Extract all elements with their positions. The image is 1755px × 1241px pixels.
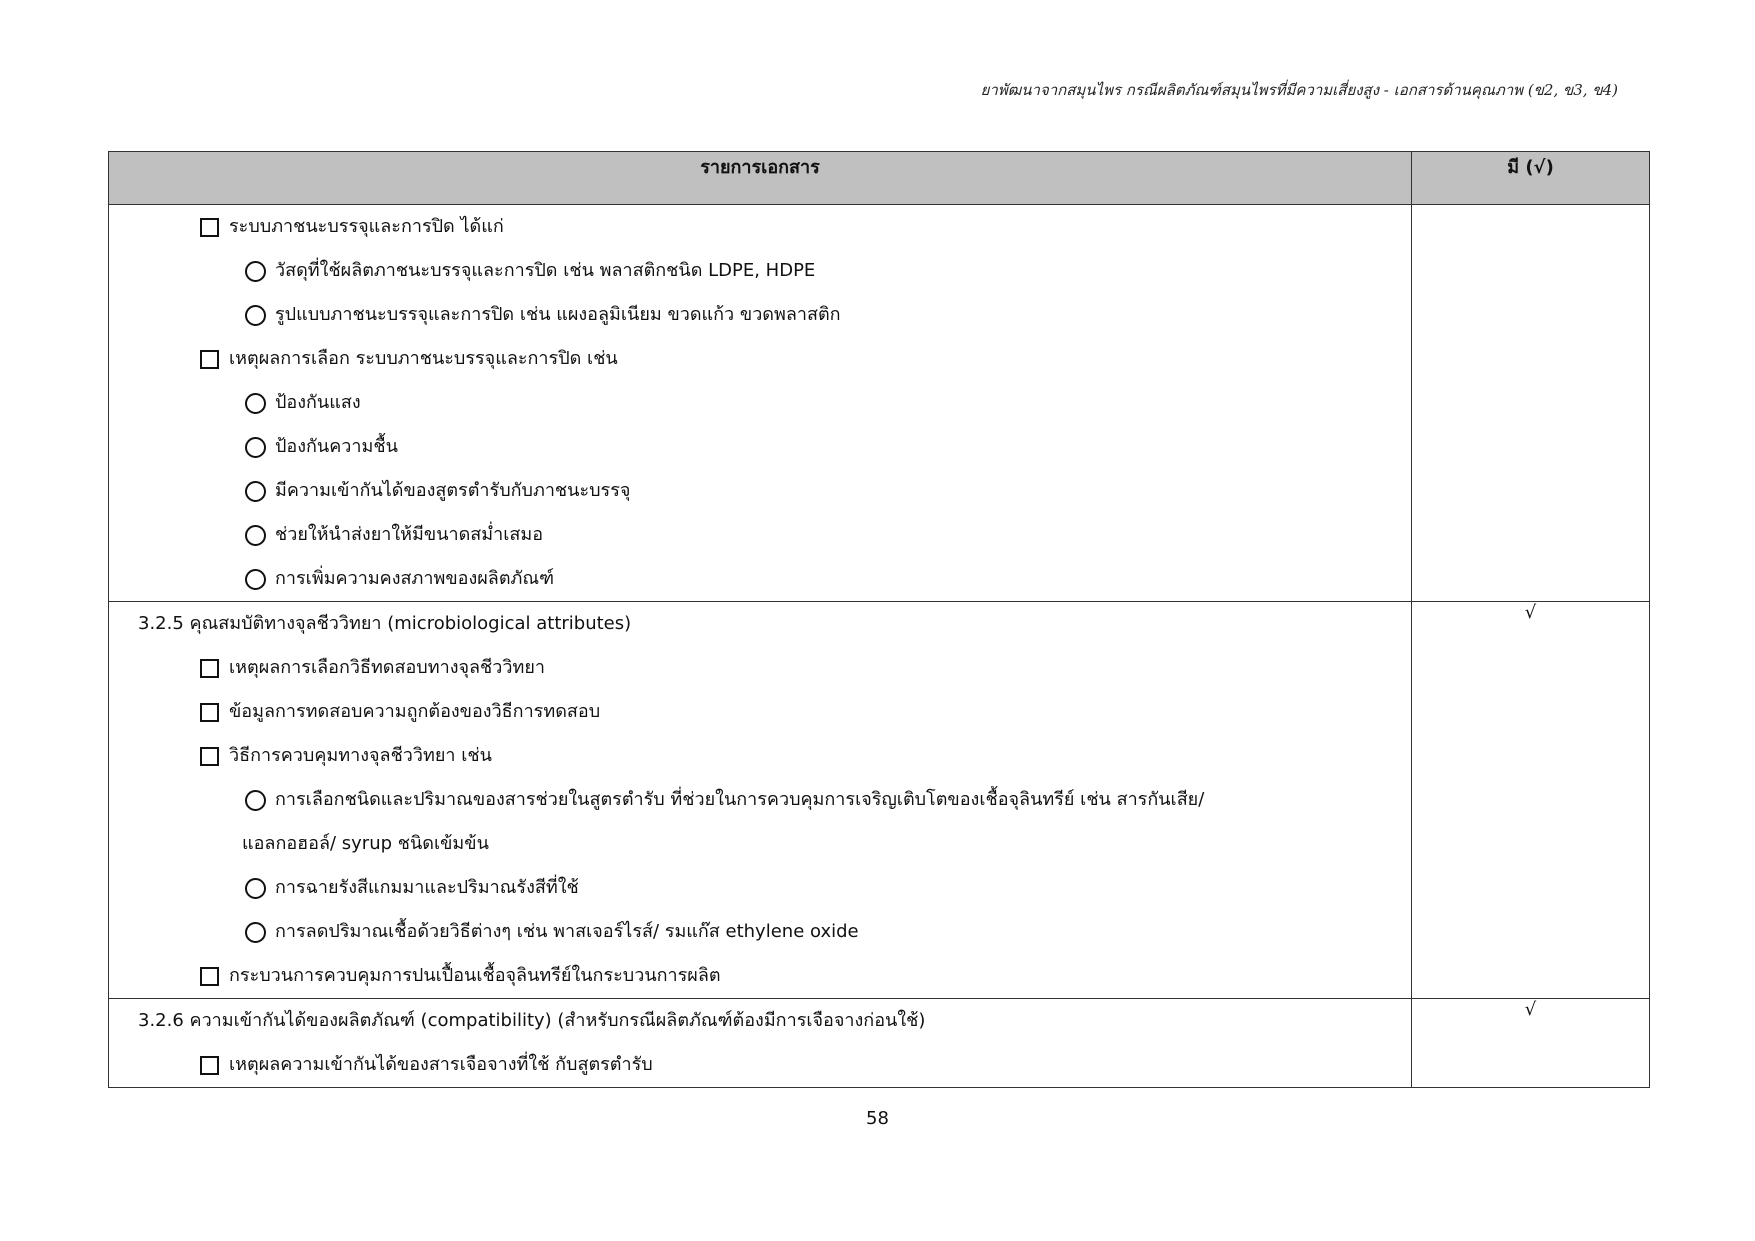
item-text: รูปแบบภาชนะบรรจุและการปิด เช่น แผงอลูมิเนียม ขวดแก้ว ขวดพลาสติก	[275, 304, 841, 325]
document-checklist-table	[108, 151, 1650, 1088]
table-body	[109, 205, 1650, 1088]
column-header-have: มี (√)	[1412, 152, 1650, 205]
item-text: กระบวนการควบคุมการปนเปื้อนเชื้อจุลินทรีย์ในกระบวนการผลิต	[229, 965, 721, 986]
column-header-documents: รายการเอกสาร	[109, 152, 1412, 205]
checklist-subitem	[109, 557, 1411, 601]
item-text: ช่วยให้นำส่งยาให้มีขนาดสม่ำเสมอ	[275, 524, 544, 545]
table-header-row	[109, 152, 1650, 205]
have-check-cell[interactable]: √	[1412, 999, 1650, 1088]
item-text: ป้องกันความชื้น	[275, 436, 398, 457]
item-text: การเลือกชนิดและปริมาณของสารช่วยในสูตรตำรับ ที่ช่วยในการควบคุมการเจริญเติบโตของเชื้อจุลินทรีย์ เช่น สารกันเสีย/	[275, 789, 1205, 810]
item-text: ระบบภาชนะบรรจุและการปิด ได้แก่	[229, 216, 504, 237]
checkbox-icon[interactable]	[200, 703, 219, 722]
item-text: เหตุผลความเข้ากันได้ของสารเจือจางที่ใช้ กับสูตรตำรับ	[229, 1054, 653, 1075]
checklist-subitem	[109, 513, 1411, 557]
checkbox-icon[interactable]	[200, 218, 219, 237]
checklist-item	[109, 1043, 1411, 1087]
item-text: การเพิ่มความคงสภาพของผลิตภัณฑ์	[275, 568, 555, 589]
item-text: ข้อมูลการทดสอบความถูกต้องของวิธีการทดสอบ	[229, 701, 601, 722]
item-text: แอลกอฮอล์/ syrup ชนิดเข้มข้น	[242, 833, 489, 854]
checkbox-icon[interactable]	[200, 967, 219, 986]
checkbox-icon[interactable]	[200, 1056, 219, 1075]
checklist-subitem	[109, 381, 1411, 425]
checklist-item	[109, 205, 1411, 249]
checklist-item	[109, 646, 1411, 690]
checklist-item	[109, 690, 1411, 734]
checkbox-icon[interactable]	[200, 350, 219, 369]
checklist-subitem-continuation	[109, 822, 1411, 866]
document-items-cell	[109, 999, 1412, 1088]
table-row	[109, 999, 1650, 1088]
section-heading	[109, 999, 1411, 1043]
item-text: วัสดุที่ใช้ผลิตภาชนะบรรจุและการปิด เช่น พลาสติกชนิด LDPE, HDPE	[275, 260, 816, 281]
checkbox-icon[interactable]	[200, 747, 219, 766]
item-text: มีความเข้ากันได้ของสูตรตำรับกับภาชนะบรรจุ	[275, 480, 631, 501]
item-text: วิธีการควบคุมทางจุลชีววิทยา เช่น	[229, 745, 492, 766]
checklist-subitem	[109, 293, 1411, 337]
item-text: การฉายรังสีแกมมาและปริมาณรังสีที่ใช้	[275, 877, 579, 898]
running-header: ยาพัฒนาจากสมุนไพร กรณีผลิตภัณฑ์สมุนไพรที่มีความเสี่ยงสูง - เอกสารด้านคุณภาพ (ข2, ข3, ข4)	[980, 81, 1618, 99]
checklist-subitem	[109, 249, 1411, 293]
item-text: เหตุผลการเลือก ระบบภาชนะบรรจุและการปิด เช่น	[229, 348, 618, 369]
item-text: การลดปริมาณเชื้อด้วยวิธีต่างๆ เช่น พาสเจอร์ไรส์/ รมแก๊ส ethylene oxide	[275, 921, 859, 942]
checklist-item	[109, 954, 1411, 998]
radio-circle-icon[interactable]	[245, 525, 266, 546]
table-row	[109, 205, 1650, 602]
section-heading	[109, 602, 1411, 646]
have-check-cell[interactable]	[1412, 205, 1650, 602]
radio-circle-icon[interactable]	[245, 569, 266, 590]
radio-circle-icon[interactable]	[245, 790, 266, 811]
checklist-subitem	[109, 469, 1411, 513]
radio-circle-icon[interactable]	[245, 305, 266, 326]
checklist-item	[109, 734, 1411, 778]
checklist-item	[109, 337, 1411, 381]
checklist-subitem	[109, 425, 1411, 469]
radio-circle-icon[interactable]	[245, 481, 266, 502]
document-items-cell	[109, 602, 1412, 999]
checklist-subitem	[109, 778, 1411, 822]
checkbox-icon[interactable]	[200, 659, 219, 678]
table-row	[109, 602, 1650, 999]
checklist-subitem	[109, 910, 1411, 954]
item-text: 3.2.5 คุณสมบัติทางจุลชีววิทยา (microbiological attributes)	[138, 613, 632, 634]
item-text: 3.2.6 ความเข้ากันได้ของผลิตภัณฑ์ (compatibility) (สำหรับกรณีผลิตภัณฑ์ต้องมีการเจือจางก่อนใช้)	[138, 1010, 926, 1031]
radio-circle-icon[interactable]	[245, 393, 266, 414]
document-items-cell	[109, 205, 1412, 602]
radio-circle-icon[interactable]	[245, 922, 266, 943]
item-text: เหตุผลการเลือกวิธีทดสอบทางจุลชีววิทยา	[229, 657, 546, 678]
radio-circle-icon[interactable]	[245, 261, 266, 282]
radio-circle-icon[interactable]	[245, 437, 266, 458]
have-check-cell[interactable]: √	[1412, 602, 1650, 999]
item-text: ป้องกันแสง	[275, 392, 361, 413]
page-number: 58	[866, 1108, 889, 1129]
radio-circle-icon[interactable]	[245, 878, 266, 899]
checklist-subitem	[109, 866, 1411, 910]
